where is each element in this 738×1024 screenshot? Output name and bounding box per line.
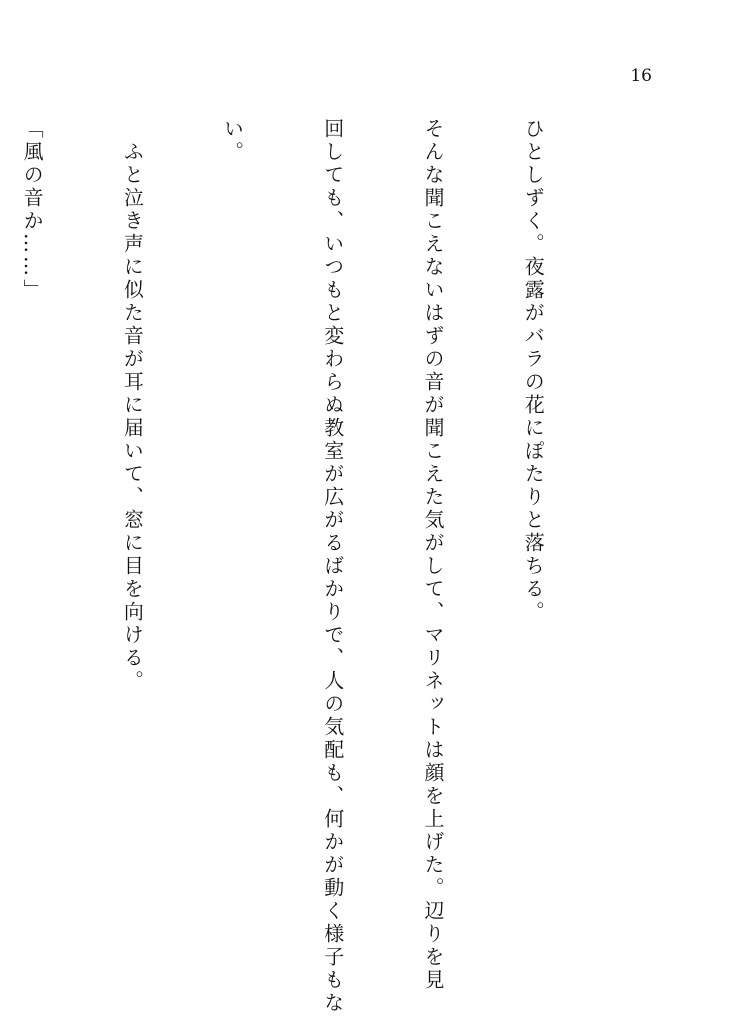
novel-text-body	[0, 118, 616, 1015]
page-number: 16	[630, 66, 652, 86]
text-line: ふと泣き声に似た音が耳に届いて、窓に目を向ける。	[120, 118, 145, 693]
text-line: ひとしずく。夜露がバラの花にぽたりと落ちる。	[521, 118, 546, 624]
text-line: そんな聞こえないはずの音が聞こえた気がして、マリネットは顔を上げた。辺りを見	[420, 118, 445, 992]
text-line: い。	[220, 118, 245, 164]
text-line: 回しても、いつもと変わらぬ教室が広がるばかりで、人の気配も、何かが動く様子もな	[320, 118, 345, 1015]
text-line: 「風の音か……」	[20, 118, 45, 302]
